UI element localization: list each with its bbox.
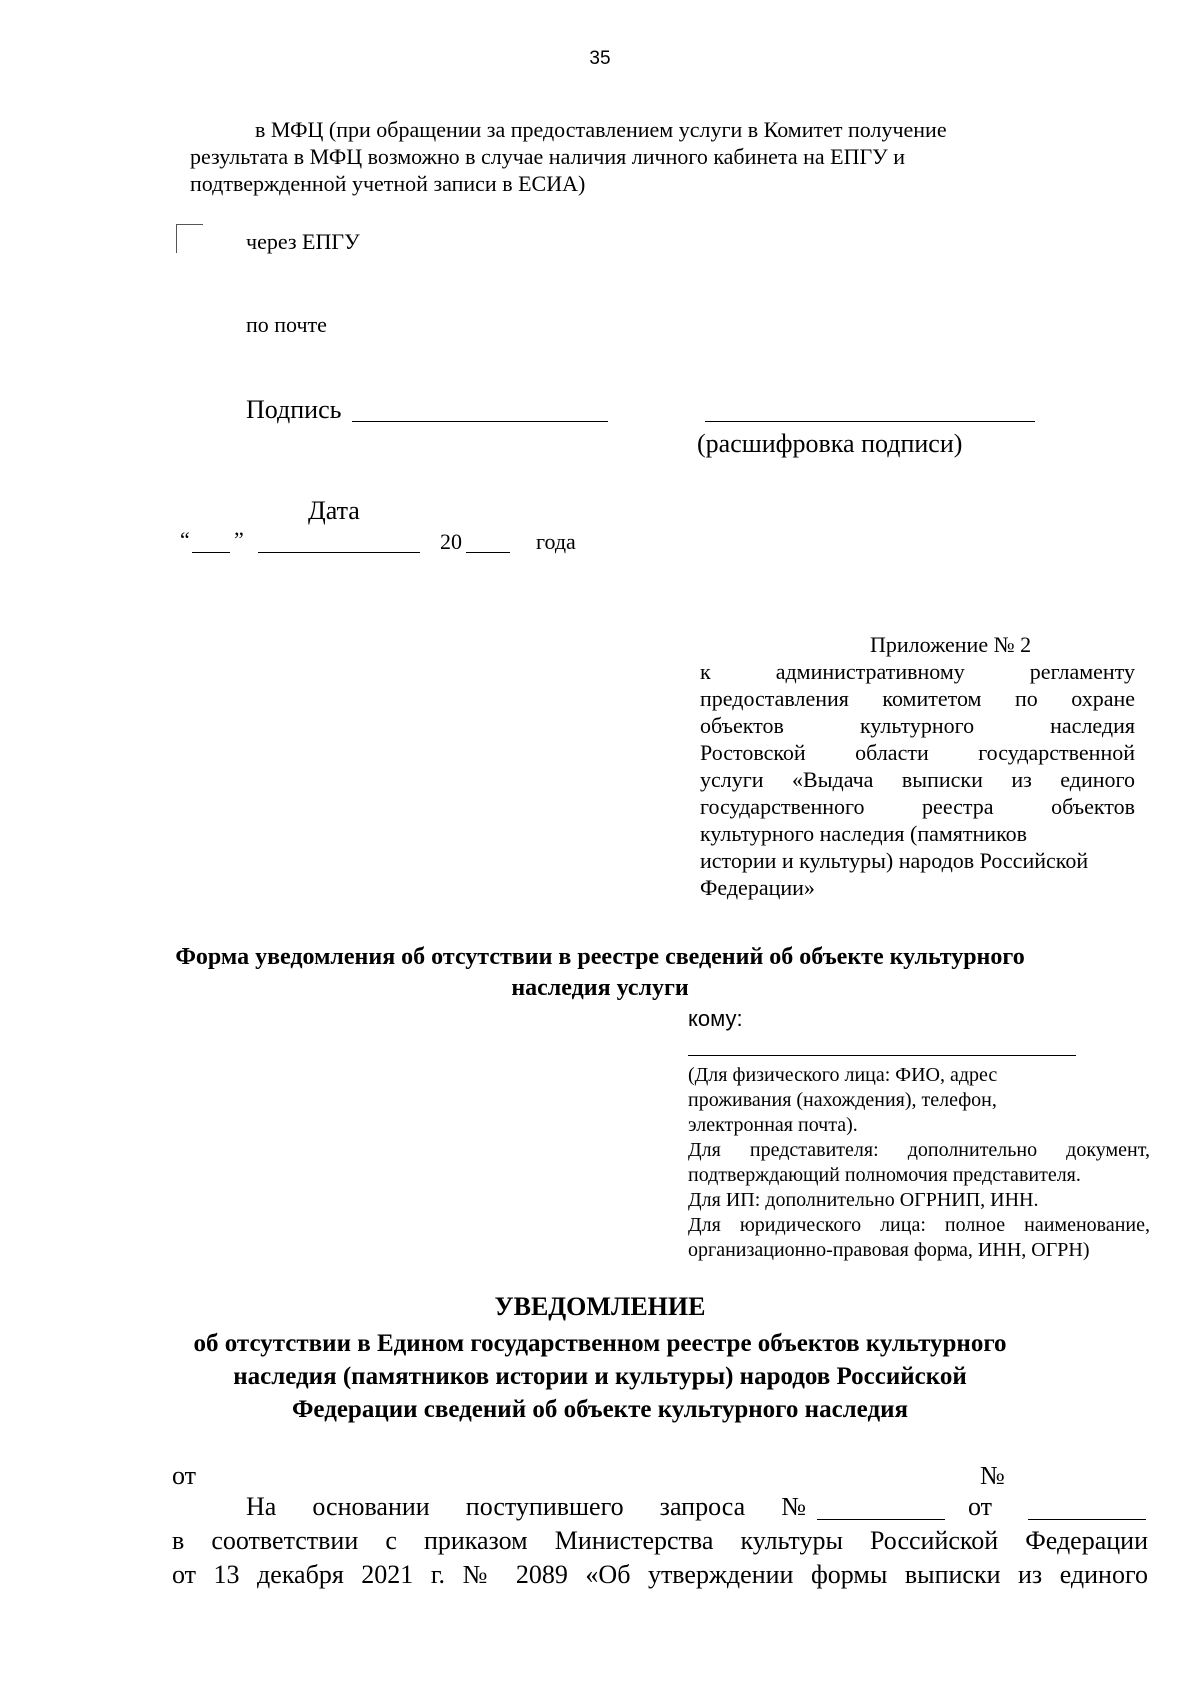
notice-heading: УВЕДОМЛЕНИЕ [494, 1292, 706, 1321]
epgu-checkbox[interactable] [176, 224, 203, 253]
body-paragraph-line-2: в соответствии с приказом Министерства культуры Российской Федерации [172, 1526, 1148, 1555]
body-paragraph-line-3: от 13 декабря 2021 г. № 2089 «Об утверждении формы выписки из единого [172, 1560, 1148, 1589]
form-title-line-2: наследия услуги [511, 975, 689, 1001]
recipient-hint-6: Для ИП: дополнительно ОГРНИП, ИНН. [688, 1189, 1039, 1211]
body-request-text: На основании поступившего запроса № [246, 1492, 806, 1521]
option-post-label: по почте [246, 312, 327, 337]
appendix-line-2: предоставления комитетом по охране [700, 686, 1135, 711]
page-number: 35 [589, 48, 611, 69]
body-paragraph-line-1 [246, 1491, 806, 1523]
body-request-from: от [968, 1492, 993, 1521]
recipient-hint-2: проживания (нахождения), телефон, [688, 1089, 997, 1111]
appendix-line-8: истории и культуры) народов Российской [700, 848, 1089, 873]
appendix-line-4: Ростовской области государственной [700, 740, 1135, 765]
body-request-number-line[interactable] [817, 1519, 945, 1520]
date-open-quote: “ [180, 527, 190, 552]
notice-line-2: наследия (памятников истории и культуры) народов Российской [233, 1363, 967, 1390]
signature-decode-line[interactable] [705, 421, 1035, 422]
option-epgu-label: через ЕПГУ [246, 229, 360, 254]
appendix-line-5: услуги «Выдача выписки из единого [700, 767, 1135, 792]
form-title-line-1: Форма уведомления об отсутствии в реестре сведений об объекте культурного [175, 944, 1025, 970]
appendix-line-6: государственного реестра объектов [700, 794, 1135, 819]
date-year-word: года [536, 529, 576, 554]
mfc-line-3: подтвержденной учетной записи в ЕСИА) [190, 171, 586, 196]
body-from-label: от [172, 1461, 197, 1490]
recipient-hint-8: организационно-правовая форма, ИНН, ОГРН) [688, 1239, 1090, 1261]
recipient-line[interactable] [688, 1055, 1076, 1056]
recipient-hint-5: подтверждающий полномочия представителя. [688, 1164, 1081, 1186]
signature-decode-label: (расшифровка подписи) [697, 429, 963, 458]
mfc-line-2: результата в МФЦ возможно в случае наличия личного кабинета на ЕПГУ и [190, 144, 906, 169]
date-month-line[interactable] [258, 552, 420, 553]
date-day-line[interactable] [192, 552, 230, 553]
date-year-line[interactable] [466, 552, 510, 553]
appendix-line-9: Федерации» [700, 875, 815, 900]
notice-line-1: об отсутствии в Едином государственном реестре объектов культурного [193, 1330, 1007, 1357]
signature-label: Подпись [246, 395, 342, 424]
body-request-date-line[interactable] [1028, 1519, 1146, 1520]
appendix-line-1: к административному регламенту [700, 659, 1135, 684]
appendix-title: Приложение № 2 [870, 632, 1032, 657]
mfc-line-1: в МФЦ (при обращении за предоставлением услуги в Комитет получение [255, 117, 947, 142]
recipient-hint-4: Для представителя: дополнительно документ, [688, 1139, 1150, 1161]
notice-line-3: Федерации сведений об объекте культурного наследия [291, 1396, 909, 1423]
appendix-line-7: культурного наследия (памятников [700, 821, 1028, 846]
date-close-quote: ” [234, 527, 244, 552]
recipient-hint-1: (Для физического лица: ФИО, адрес [688, 1064, 998, 1086]
recipient-hint-3: электронная почта). [688, 1114, 858, 1136]
recipient-hint-7: Для юридического лица: полное наименование, [688, 1214, 1150, 1236]
body-number-label: № [980, 1461, 1005, 1490]
appendix-line-3: объектов культурного наследия [700, 713, 1135, 738]
date-century: 20 [440, 529, 462, 554]
recipient-label: кому: [688, 1006, 743, 1031]
signature-line[interactable] [352, 421, 608, 422]
date-label: Дата [308, 496, 360, 525]
